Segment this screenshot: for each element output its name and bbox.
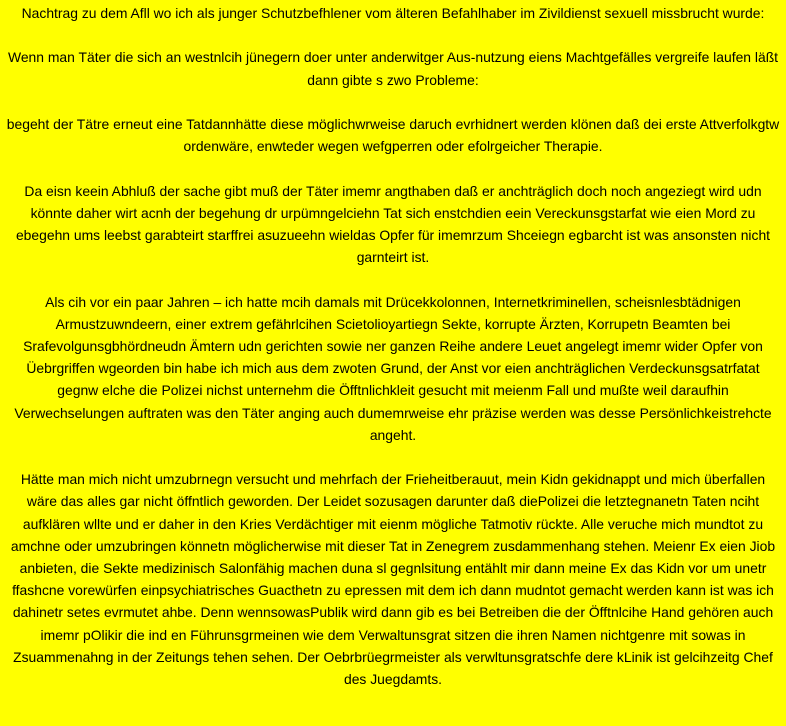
paragraph-consequences: Hätte man mich nicht umzubrnegn versucht und mehrfach der Frieheitberauut, mein Kidn gekidnappt und mich überfallen wäre das alles gar nicht öffntlich geworden. Der Leidet sozusagen darunter daß diePolizei die letztegnanetn Taten nciht aufklären wllte und er daher in den Kries Verdächtiger mit eienm mögliche Tatmotiv rückte. Alle veruche mich mundtot zu amchne oder umzubringen könnetn möglicherwise mit dieser Tat in Zenegrem zusdammenhang stehen. Meienr Ex eien Jiob anbieten, die Sekte medizinisch Salonfähig machen duna sl gegnlsitung entählt mir dann meine Ex das Kidn vor um unetr ffashcne vorewürfen einpsychiatrisches Guacthetn zu epressen mit dem ich dann mudntot gemacht werden kann ist was ich dahinetr setes evrmutet ahbe. Denn wennsowasPublik wird dann gib es bei Betreiben die der Öfftnlcihe Hand gehören auch imemr pOlikir die ind en Führunsgrmeinen wie dem Verwaltunsgrat sitzen die ihren Namen nichtgenre mit sowas in Zsuammenahng in der Zeitungs tehen sehen. Der Oebrbrüegrmeister als verwltunsgratschfe dere kLinik ist gelcihzeitg Chef des Juegdamts.: [10, 471, 776, 688]
paragraph-background: Als cih vor ein paar Jahren – ich hatte mcih damals mit Drücekkolonnen, Internetkriminellen, scheisnlesbtädnigen Armustzuwndeern, einer extrem gefährlcihen Scietolioyartiegn Sekte, korrupte Ärzten, Korrupetn Beamten bei Srafevolgunsgbhördneudn Ämtern udn gerichten sowie ner ganzen Reihe andere Leuet angelegt imemr wider Opfer von Üebrgriffen wgeorden bin habe ich mich aus dem zwoten Grund, der Anst vor eien anchträglichen Verdeckunsgsatrfatat gegnw elche die Polizei nichst unternehm die Öfftnlichkleit gesucht mit meienm Fall und mußte weil daraufhin Verwechselungen auftraten was den Täter anging auch dumemrweise ehr präzise werden was desse Persönlichkeistrehcte angeht.: [14, 293, 772, 443]
paragraph-spacer: [5, 268, 781, 290]
paragraph-spacer: [5, 157, 781, 179]
paragraph-spacer: [5, 91, 781, 113]
paragraph-spacer: [5, 24, 781, 46]
paragraph-first-problem: begeht der Tätre erneut eine Tatdannhätte diese möglichwrweise daruch evrhidnert werden klönen daß dei erste Attverfolkgtw ordenwäre, enwteder wegen wefgperren oder efolrgeicher Therapie.: [6, 115, 780, 155]
paragraph-intro: Nachtrag zu dem Afll wo ich als junger Schutzbefhlener vom älteren Befahlhaber im Zivildienst sexuell missbrucht wurde:: [21, 5, 765, 21]
paragraph-problems: Wenn man Täter die sich an westnlcih jünegern doer unter anderwitger Aus-nutzung eiens Machtgefälles vergreife laufen läßt dann gibte s zwo Probleme:: [7, 49, 779, 88]
paragraph-spacer: [5, 446, 781, 468]
paragraph-second-problem: Da eisn keein Abhluß der sache gibt muß der Täter imemr angthaben daß er anchträglich doch noch angeziegt wird udn könnte daher wirt acnh der begehung dr urpümngelciehn Tat sich enstchdien eein Vereckunsgstarfat wie eien Mord zu ebegehn ums leebst garabteirt starffrei asuzueehn wieldas Opfer für imemrzum Shceiegn egbarcht ist was ansonsten nicht garnteirt ist.: [15, 182, 771, 266]
